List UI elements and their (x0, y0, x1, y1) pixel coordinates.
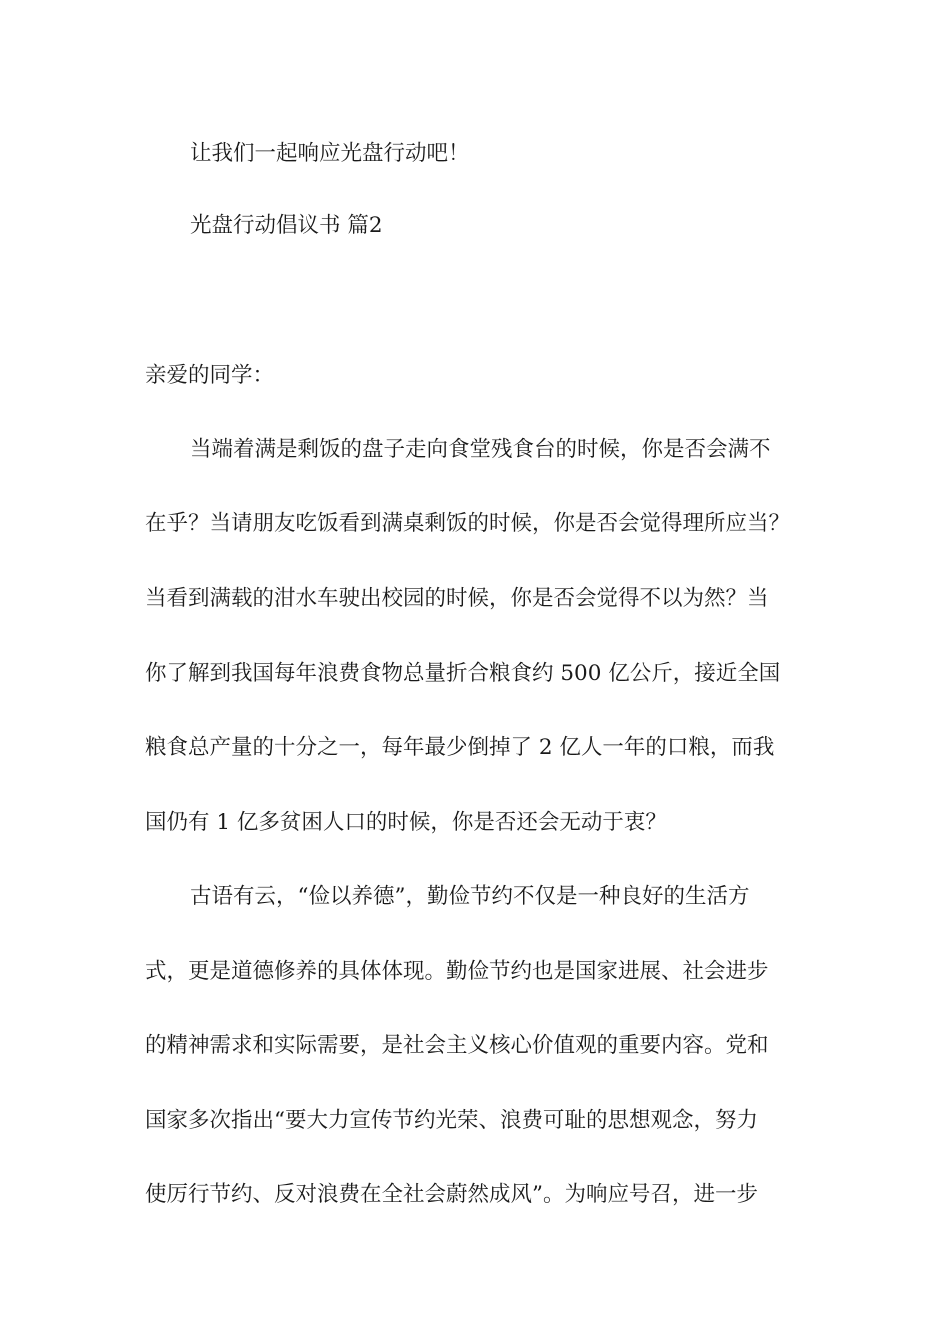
paragraph2-line: 的精神需求和实际需要，是社会主义核心价值观的重要内容。党和 (145, 1033, 769, 1058)
paragraph1-line: 当看到满载的泔水车驶出校园的时候，你是否会觉得不以为然？当 (145, 586, 769, 611)
paragraph1-line: 在乎？当请朋友吃饭看到满桌剩饭的时候，你是否会觉得理所应当？ (145, 511, 791, 536)
paragraph1-line: 粮食总产量的十分之一，每年最少倒掉了 2 亿人一年的口粮，而我 (145, 735, 775, 760)
closing-line: 让我们一起响应光盘行动吧！ (190, 141, 470, 166)
paragraph1-line: 国仍有 1 亿多贫困人口的时候，你是否还会无动于衷？ (145, 810, 667, 835)
salutation: 亲爱的同学： (145, 363, 275, 388)
paragraph2-line: 式，更是道德修养的具体体现。勤俭节约也是国家进展、社会进步 (145, 959, 769, 984)
paragraph2-line: 古语有云，“俭以养德”，勤俭节约不仅是一种良好的生活方 (190, 884, 750, 909)
paragraph1-line: 你了解到我国每年浪费食物总量折合粮食约 500 亿公斤，接近全国 (145, 661, 781, 686)
paragraph2-line: 使厉行节约、反对浪费在全社会蔚然成风”。为响应号召，进一步 (145, 1182, 758, 1207)
paragraph2-line: 国家多次指出“要大力宣传节约光荣、浪费可耻的思想观念，努力 (145, 1108, 758, 1133)
section-title: 光盘行动倡议书 篇2 (190, 213, 383, 238)
paragraph1-line: 当端着满是剩饭的盘子走向食堂残食台的时候，你是否会满不 (190, 437, 771, 462)
